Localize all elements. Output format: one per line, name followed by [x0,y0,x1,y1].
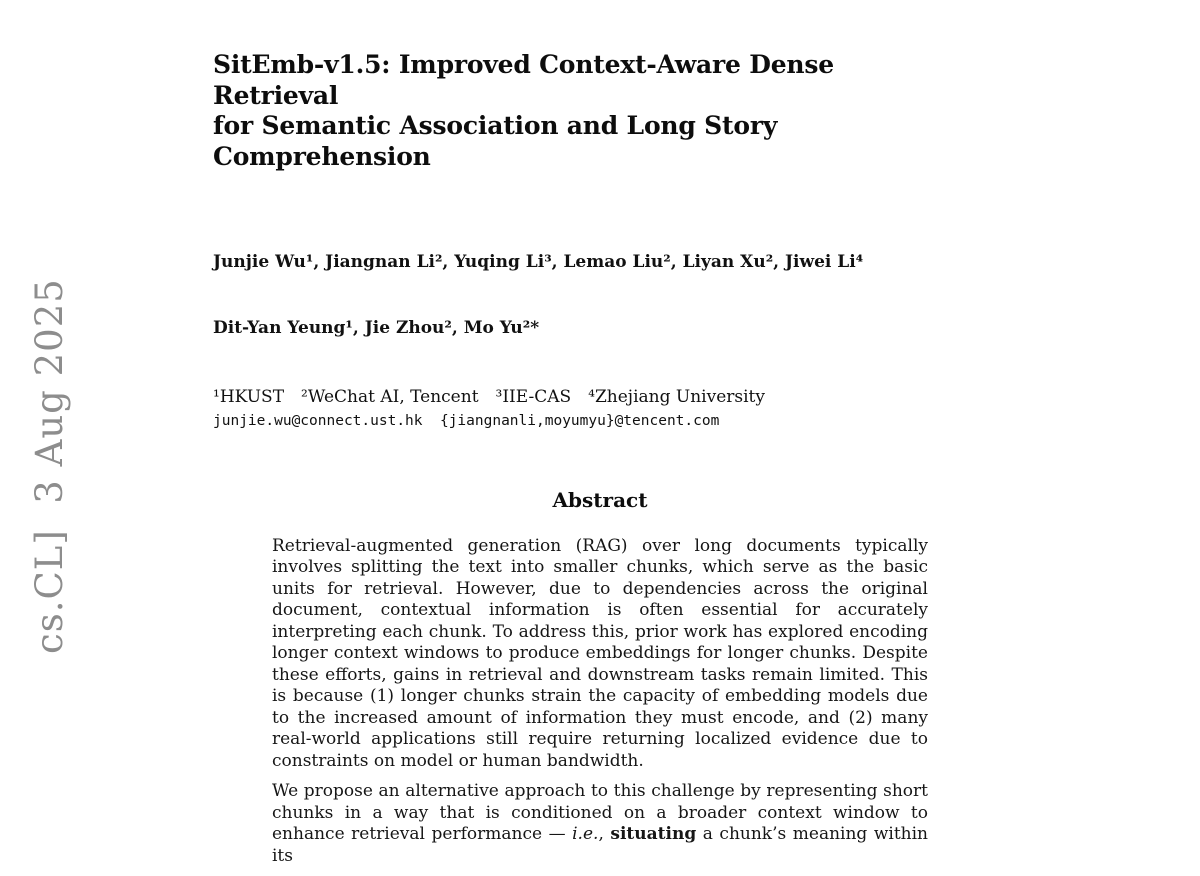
authors-line-1: Junjie Wu¹, Jiangnan Li², Yuqing Li³, Lemao Liu², Liyan Xu², Jiwei Li⁴ [213,252,864,273]
author-emails-line: junjie.wu@connect.ust.hk {jiangnanli,moyumyu}@tencent.com [213,412,720,429]
abstract-paragraph-2-segment: We propose an alternative approach to this challenge by representing short chunks in a way that is conditioned on a broader context window to enhance retrieval performance — [272,781,928,845]
paper-content [213,50,929,876]
abstract-paragraph-2-segment: i.e. [572,824,599,845]
arxiv-sidebar-watermark: cs.CL] 3 Aug 2025 [28,278,71,654]
abstract-paragraph-2-segment: a chunk’s meaning within its [272,824,929,866]
abstract-paragraph-2-segment: situating [610,824,697,845]
author-list [213,207,929,384]
abstract-paragraph-2-segment: , [598,824,611,845]
abstract-paragraph-2 [272,781,928,867]
authors-line-2: Dit-Yan Yeung¹, Jie Zhou², Mo Yu²* [213,318,540,339]
paper-title-line-2: for Semantic Association and Long Story Comprehension [213,111,778,171]
abstract-heading: Abstract [552,487,648,512]
paper-title-line-1: SitEmb-v1.5: Improved Context-Aware Dense Retrieval [213,50,834,110]
abstract-paragraph-1: Retrieval-augmented generation (RAG) over long documents typically involves splitting the text into smaller chunks, which serve as the basic units for retrieval. However, due to dependencies across the original document, contextual information is often essential for accurately interpreting each chunk. To address this, prior work has explored encoding longer context windows to produce embeddings for longer chunks. Despite these efforts, gains in retrieval and downstream tasks remain limited. This is because (1) longer chunks strain the capacity of embedding models due to the increased amount of information they must encode, and (2) many real-world applications still require returning localized evidence due to constraints on model or human bandwidth. [272,535,928,771]
paper-title [213,50,929,172]
affiliations-line: ¹HKUST ²WeChat AI, Tencent ³IIE-CAS ⁴Zhejiang University [213,386,765,407]
abstract-section [272,488,928,868]
